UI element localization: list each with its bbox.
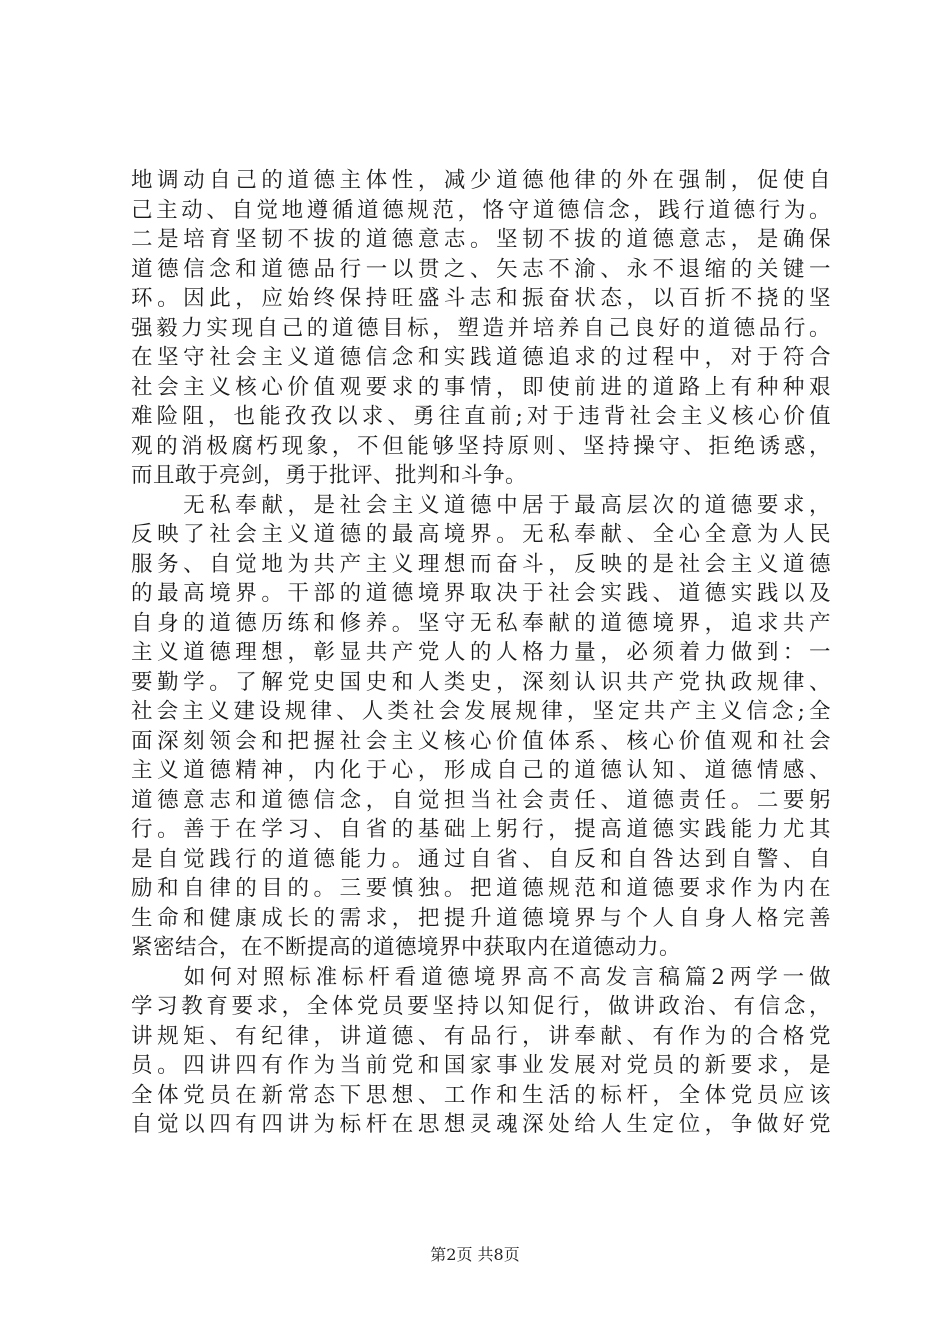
text-line: 道德意志和道德信念，自觉担当社会责任、道德责任。二要躬	[131, 787, 831, 813]
text-line: 生命和健康成长的需求，把提升道德境界与个人自身人格完善	[131, 905, 831, 931]
page-footer: 第2页 共8页	[430, 1245, 520, 1264]
text-line: 如何对照标准标杆看道德境界高不高发言稿篇2两学一做	[131, 964, 831, 990]
text-line: 的最高境界。干部的道德境界取决于社会实践、道德实践以及	[131, 581, 831, 606]
text-line: 地调动自己的道德主体性，减少道德他律的外在强制，促使自	[131, 168, 831, 193]
text-line: 社会主义核心价值观要求的事情，即使前进的道路上有种种艰	[131, 374, 831, 400]
text-line: 是自觉践行的道德能力。通过自省、自反和自咎达到自警、自	[131, 846, 831, 872]
text-line: 观的消极腐朽现象，不但能够坚持原则、坚持操守、拒绝诱惑，	[131, 433, 831, 459]
text-line: 自觉以四有四讲为标杆在思想灵魂深处给人生定位，争做好党	[131, 1112, 831, 1137]
text-line: 全体党员在新常态下思想、工作和生活的标杆，全体党员应该	[131, 1082, 831, 1108]
text-line: 主义道德理想，彰显共产党人的人格力量，必须着力做到：一	[131, 640, 831, 665]
text-line: 学习教育要求，全体党员要坚持以知促行，做讲政治、有信念，	[131, 994, 831, 1019]
text-line: 讲规矩、有纪律，讲道德、有品行，讲奉献、有作为的合格党	[131, 1023, 831, 1049]
text-line: 主义道德精神，内化于心，形成自己的道德认知、道德情感、	[131, 758, 831, 783]
text-line: 强毅力实现自己的道德目标，塑造并培养自己良好的道德品行。	[131, 315, 831, 341]
text-line: 面深刻领会和把握社会主义核心价值体系、核心价值观和社会	[131, 728, 831, 754]
text-line: 己主动、自觉地遵循道德规范，恪守道德信念，践行道德行为。	[131, 197, 831, 223]
document-body	[131, 166, 831, 1140]
text-line: 在坚守社会主义道德信念和实践道德追求的过程中，对于符合	[131, 345, 831, 370]
text-line: 自身的道德历练和修养。坚守无私奉献的道德境界，追求共产	[131, 610, 831, 636]
text-line: 行。善于在学习、自省的基础上躬行，提高道德实践能力尤其	[131, 817, 831, 842]
text-line: 难险阻，也能孜孜以求、勇往直前;对于违背社会主义核心价值	[131, 404, 831, 429]
text-line: 无私奉献，是社会主义道德中居于最高层次的道德要求，	[131, 492, 831, 518]
text-line: 服务、自觉地为共产主义理想而奋斗，反映的是社会主义道德	[131, 551, 831, 577]
text-line: 要勤学。了解党史国史和人类史，深刻认识共产党执政规律、	[131, 669, 831, 695]
text-line: 紧密结合，在不断提高的道德境界中获取内在道德动力。	[131, 935, 682, 960]
text-line: 社会主义建设规律、人类社会发展规律，坚定共产主义信念;全	[131, 699, 831, 724]
text-line: 二是培育坚韧不拔的道德意志。坚韧不拔的道德意志，是确保	[131, 227, 831, 252]
text-line: 反映了社会主义道德的最高境界。无私奉献、全心全意为人民	[131, 522, 831, 547]
text-line: 道德信念和道德品行一以贯之、矢志不渝、永不退缩的关键一	[131, 256, 831, 282]
text-line: 励和自律的目的。三要慎独。把道德规范和道德要求作为内在	[131, 876, 831, 901]
text-line: 环。因此，应始终保持旺盛斗志和振奋状态，以百折不挠的坚	[131, 286, 831, 311]
text-line: 员。四讲四有作为当前党和国家事业发展对党员的新要求，是	[131, 1053, 831, 1078]
text-line: 而且敢于亮剑，勇于批评、批判和斗争。	[131, 463, 528, 488]
